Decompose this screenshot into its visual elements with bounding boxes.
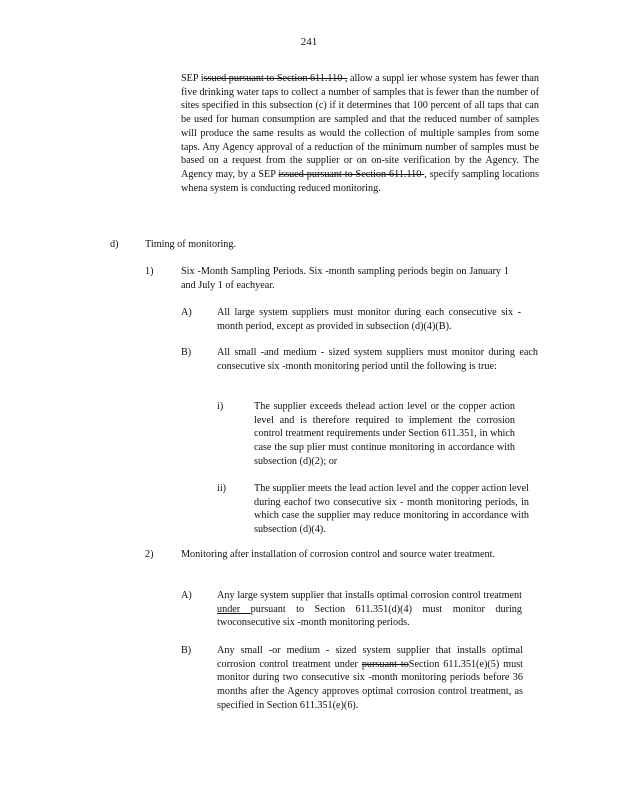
item-d2-A-text-2: pursuant to Section 611.351(d)(4) must monitor during twoconsecutive six -month monitoring periods. [217, 603, 522, 629]
intro-text-1: SEP i [181, 73, 204, 84]
item-d1-B-label: B) [181, 347, 192, 358]
item-d2-B-text [217, 644, 523, 713]
item-d1-label: 1) [145, 266, 154, 277]
item-d2-A-text [217, 589, 522, 630]
page-number: 241 [300, 36, 318, 48]
intro-paragraph [181, 72, 539, 195]
item-d1-B-text: All small -and medium - sized system suppliers must monitor during each consecutive six -month monitoring period until the following is true: [217, 347, 538, 372]
item-d2-label: 2) [145, 549, 154, 560]
item-d2-A-underlined-text: under [217, 603, 251, 615]
item-d2-B-text-2: Section 611.351(e)(5) must monitor during two consecutive six -month monitoring periods before 36 months after the Agency approves optimal corrosion control treatment, as specified in Section 611.351(e)(6). [217, 658, 523, 711]
item-d1-B-ii-label: ii) [217, 483, 227, 494]
intro-text-2: allow a suppl ier whose system has fewer than five drinking water taps to collect a number of samples that is fewer than the number of sites specified in this subsection (c) if it determines that 100 percent of all taps that can be used for human consumption are sampled and that the reduced number of samples will produce the same results as would the collection of multiple samples from some taps. Any Agency approval of a reduction of the minimum number of samples must be based on a request from the supplier or on on-site verification by the Agency. The Agency may, by a SEP [181, 73, 539, 180]
item-d2-A-label: A) [181, 590, 192, 601]
item-d1-text: Six -Month Sampling Periods. Six -month sampling periods begin on January 1 and July 1 of eachyear. [181, 266, 509, 291]
intro-text-3: , specify sampling locations whena system is conducting reduced monitoring. [181, 168, 539, 194]
item-d2-B-label: B) [181, 645, 192, 656]
subsection-d-label: d) [110, 239, 119, 250]
item-d1-B-ii-text: The supplier meets the lead action level and the copper action level during eachof two consecutive six - month monitoring periods, in which case the supplier may reduce monitoring in accordance with subsection (d)(4). [254, 483, 529, 536]
item-d1-A-label: A) [181, 307, 192, 318]
intro-struck-text-2: issued pursuant to Section 611.110 [278, 168, 425, 180]
item-d1-B-i-text: The supplier exceeds thelead action level or the copper action level and is therefore required to implement the corrosion control treatment requirements under Section 611.351, in which case the sup plier must continue monitoring in accordance with subsection (d)(2); or [254, 401, 515, 467]
item-d2-text: Monitoring after installation of corrosion control and source water treatment. [181, 549, 496, 560]
intro-struck-text-1: ssued pursuant to Section 611.110 , [203, 73, 348, 84]
subsection-d-title: Timing of monitoring. [145, 239, 237, 250]
item-d1-A-text: All large system suppliers must monitor during each consecutive six -month period, except as provided in subsection (d)(4)(B). [217, 307, 521, 332]
item-d1-B-i-label: i) [217, 401, 224, 412]
item-d2-B-text-1: Any small -or medium - sized system supplier that installs optimal corrosion control treatment under [217, 645, 523, 670]
item-d2-A-text-1: Any large system supplier that installs optimal corrosion control treatment [217, 590, 522, 601]
item-d2-B-struck-text: pursuant to [361, 658, 409, 670]
